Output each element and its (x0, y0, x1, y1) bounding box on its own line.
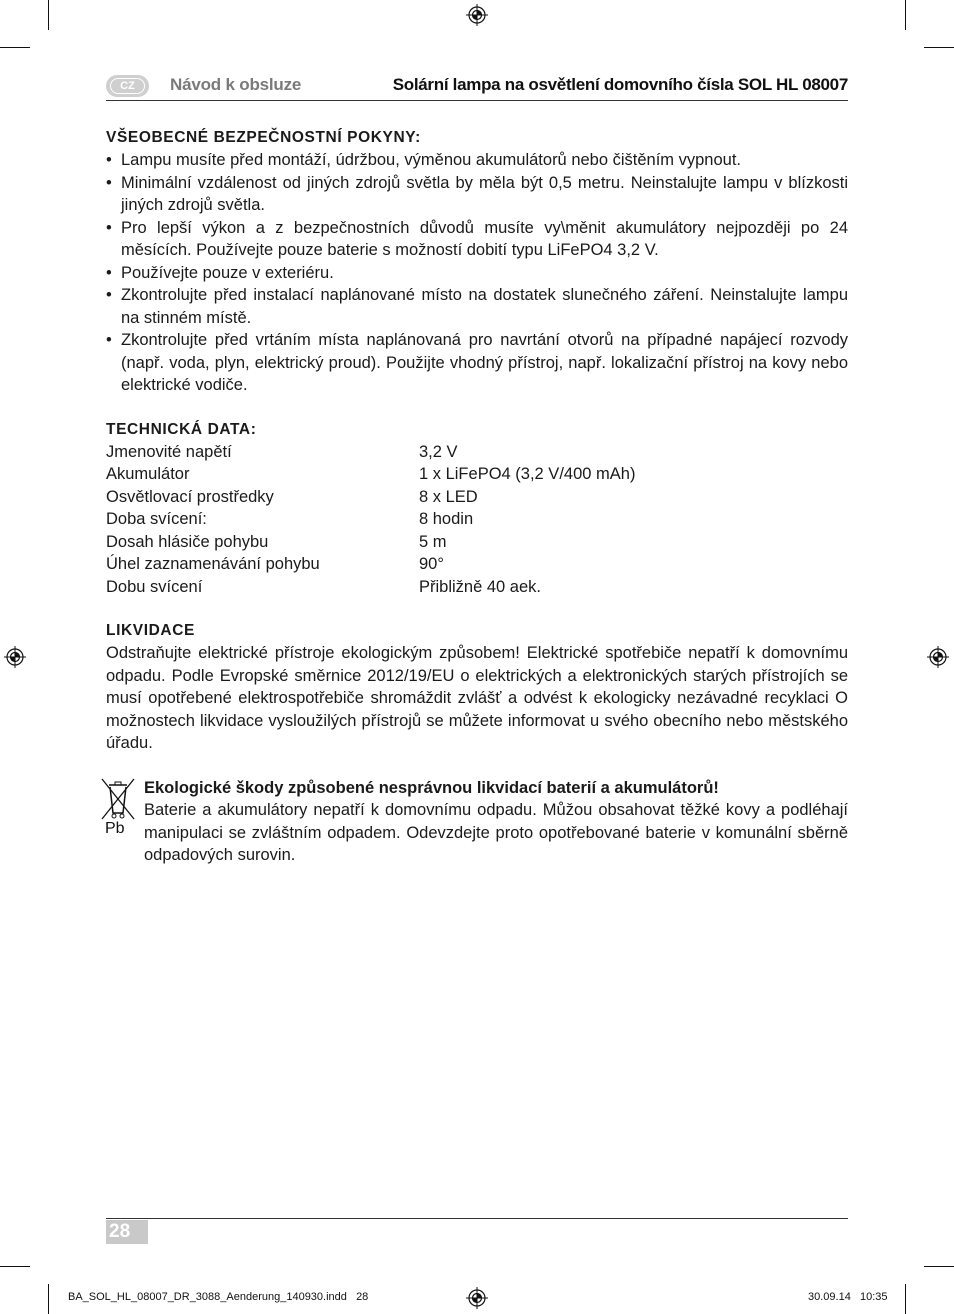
technical-heading: TECHNICKÁ DATA: (106, 420, 257, 438)
crop-mark (0, 1266, 30, 1267)
crop-mark (905, 1284, 906, 1314)
crossed-bin-pb-icon (100, 777, 136, 837)
list-item: • Zkontrolujte před instalací naplánované místo na dostatek slunečného záření. Neinstalujte lampu na stinném místě. (106, 284, 848, 329)
crop-mark (48, 0, 49, 30)
spec-key: Osvětlovací prostředky (106, 487, 274, 506)
table-row (106, 463, 848, 486)
disposal-text: Odstraňujte elektrické přístroje ekologickým způsobem! Elektrické spotřebiče nepatří k domovnímu odpadu. Podle Evropské směrnice 2012/19/EU o elektrických a elektronických starých přístrojích se musí opotřebené elektrospotřebiče shromáždit zvlášť a odvést k ekologicky nezávadné recyklaci O možnostech likvidace vysloužilých přístrojů se můžete informovat u svého obecního nebo městského úřadu. (106, 644, 848, 752)
spec-value: 8 x LED (419, 487, 478, 506)
page-content (106, 127, 848, 867)
language-code: CZ (110, 78, 145, 94)
registration-mark-icon (4, 646, 26, 668)
list-item: • Minimální vzdálenost od jiných zdrojů světla by měla být 0,5 metru. Neinstalujte lampu v blízkosti jiných zdrojů světla. (106, 172, 848, 217)
technical-data-table (106, 441, 848, 599)
pb-label: Pb (105, 819, 125, 837)
table-row (106, 486, 848, 509)
crop-mark (924, 47, 954, 48)
date-slug: 30.09.14 10:35 (808, 1291, 888, 1303)
list-item: • Zkontrolujte před vrtáním místa naplánovaná pro navrtání otvorů na případné napájecí rozvody (např. voda, plyn, elektrický proud). Použijte vhodný přístroj, např. lokalizační přístroj na kovy nebo elektrické vodiče. (106, 329, 848, 397)
file-slug: BA_SOL_HL_08007_DR_3088_Aenderung_140930.indd 28 (68, 1291, 369, 1303)
spec-value: 90° (419, 555, 444, 573)
battery-disposal-note (106, 777, 848, 867)
spec-key: Úhel zaznamenávání pohybu (106, 555, 320, 573)
spec-value: 3,2 V (419, 442, 458, 461)
page-header (106, 73, 848, 101)
spec-key: Jmenovité napětí (106, 442, 232, 461)
table-row (106, 441, 848, 464)
manual-title: Návod k obsluze (170, 75, 302, 94)
crop-mark (924, 1266, 954, 1267)
spec-key: Dosah hlásiče pohybu (106, 532, 269, 551)
registration-mark-icon (466, 1287, 488, 1309)
page-number: 28 (106, 1220, 148, 1244)
table-row (106, 531, 848, 554)
spec-value: Přibližně 40 aek. (419, 577, 541, 596)
spec-key: Akumulátor (106, 465, 190, 483)
language-badge (106, 75, 149, 97)
footer-rule (106, 1218, 848, 1219)
list-item: • Lampu musíte před montáží, údržbou, výměnou akumulátorů nebo čištěním vypnout. (106, 149, 848, 172)
crop-mark (905, 0, 906, 30)
battery-heading: Ekologické škody způsobené nesprávnou likvidací baterií a akumulátorů! (144, 778, 719, 797)
table-row (106, 553, 848, 576)
table-row (106, 508, 848, 531)
registration-mark-icon (466, 4, 488, 26)
spec-value: 5 m (419, 532, 447, 551)
product-title: Solární lampa na osvětlení domovního čísla SOL HL 08007 (392, 75, 848, 94)
registration-mark-icon (927, 646, 949, 668)
table-row (106, 576, 848, 599)
safety-heading: VŠEOBECNÉ BEZPEČNOSTNÍ POKYNY: (106, 129, 421, 146)
crop-mark (48, 1284, 49, 1314)
spec-value: 8 hodin (419, 510, 474, 528)
disposal-heading: LIKVIDACE (106, 622, 195, 639)
safety-list (106, 149, 848, 397)
list-item: • Pro lepší výkon a z bezpečnostních důvodů musíte vy\měnit akumulátory nejpozději po 24 měsících. Používejte pouze baterie s možností dobití typu LiFePO4 3,2 V. (106, 217, 848, 262)
battery-text: Baterie a akumulátory nepatří k domovnímu odpadu. Můžou obsahovat těžké kovy a podléhají manipulaci se zvláštním odpadem. Odevzdejte proto opotřebované baterie v komunální sběrně odpadových surovin. (144, 801, 848, 864)
spec-value: 1 x LiFePO4 (3,2 V/400 mAh) (419, 465, 636, 483)
spec-key: Doba svícení: (106, 510, 207, 528)
crop-mark (0, 47, 30, 48)
spec-key: Dobu svícení (106, 577, 203, 596)
list-item: • Používejte pouze v exteriéru. (106, 262, 848, 285)
